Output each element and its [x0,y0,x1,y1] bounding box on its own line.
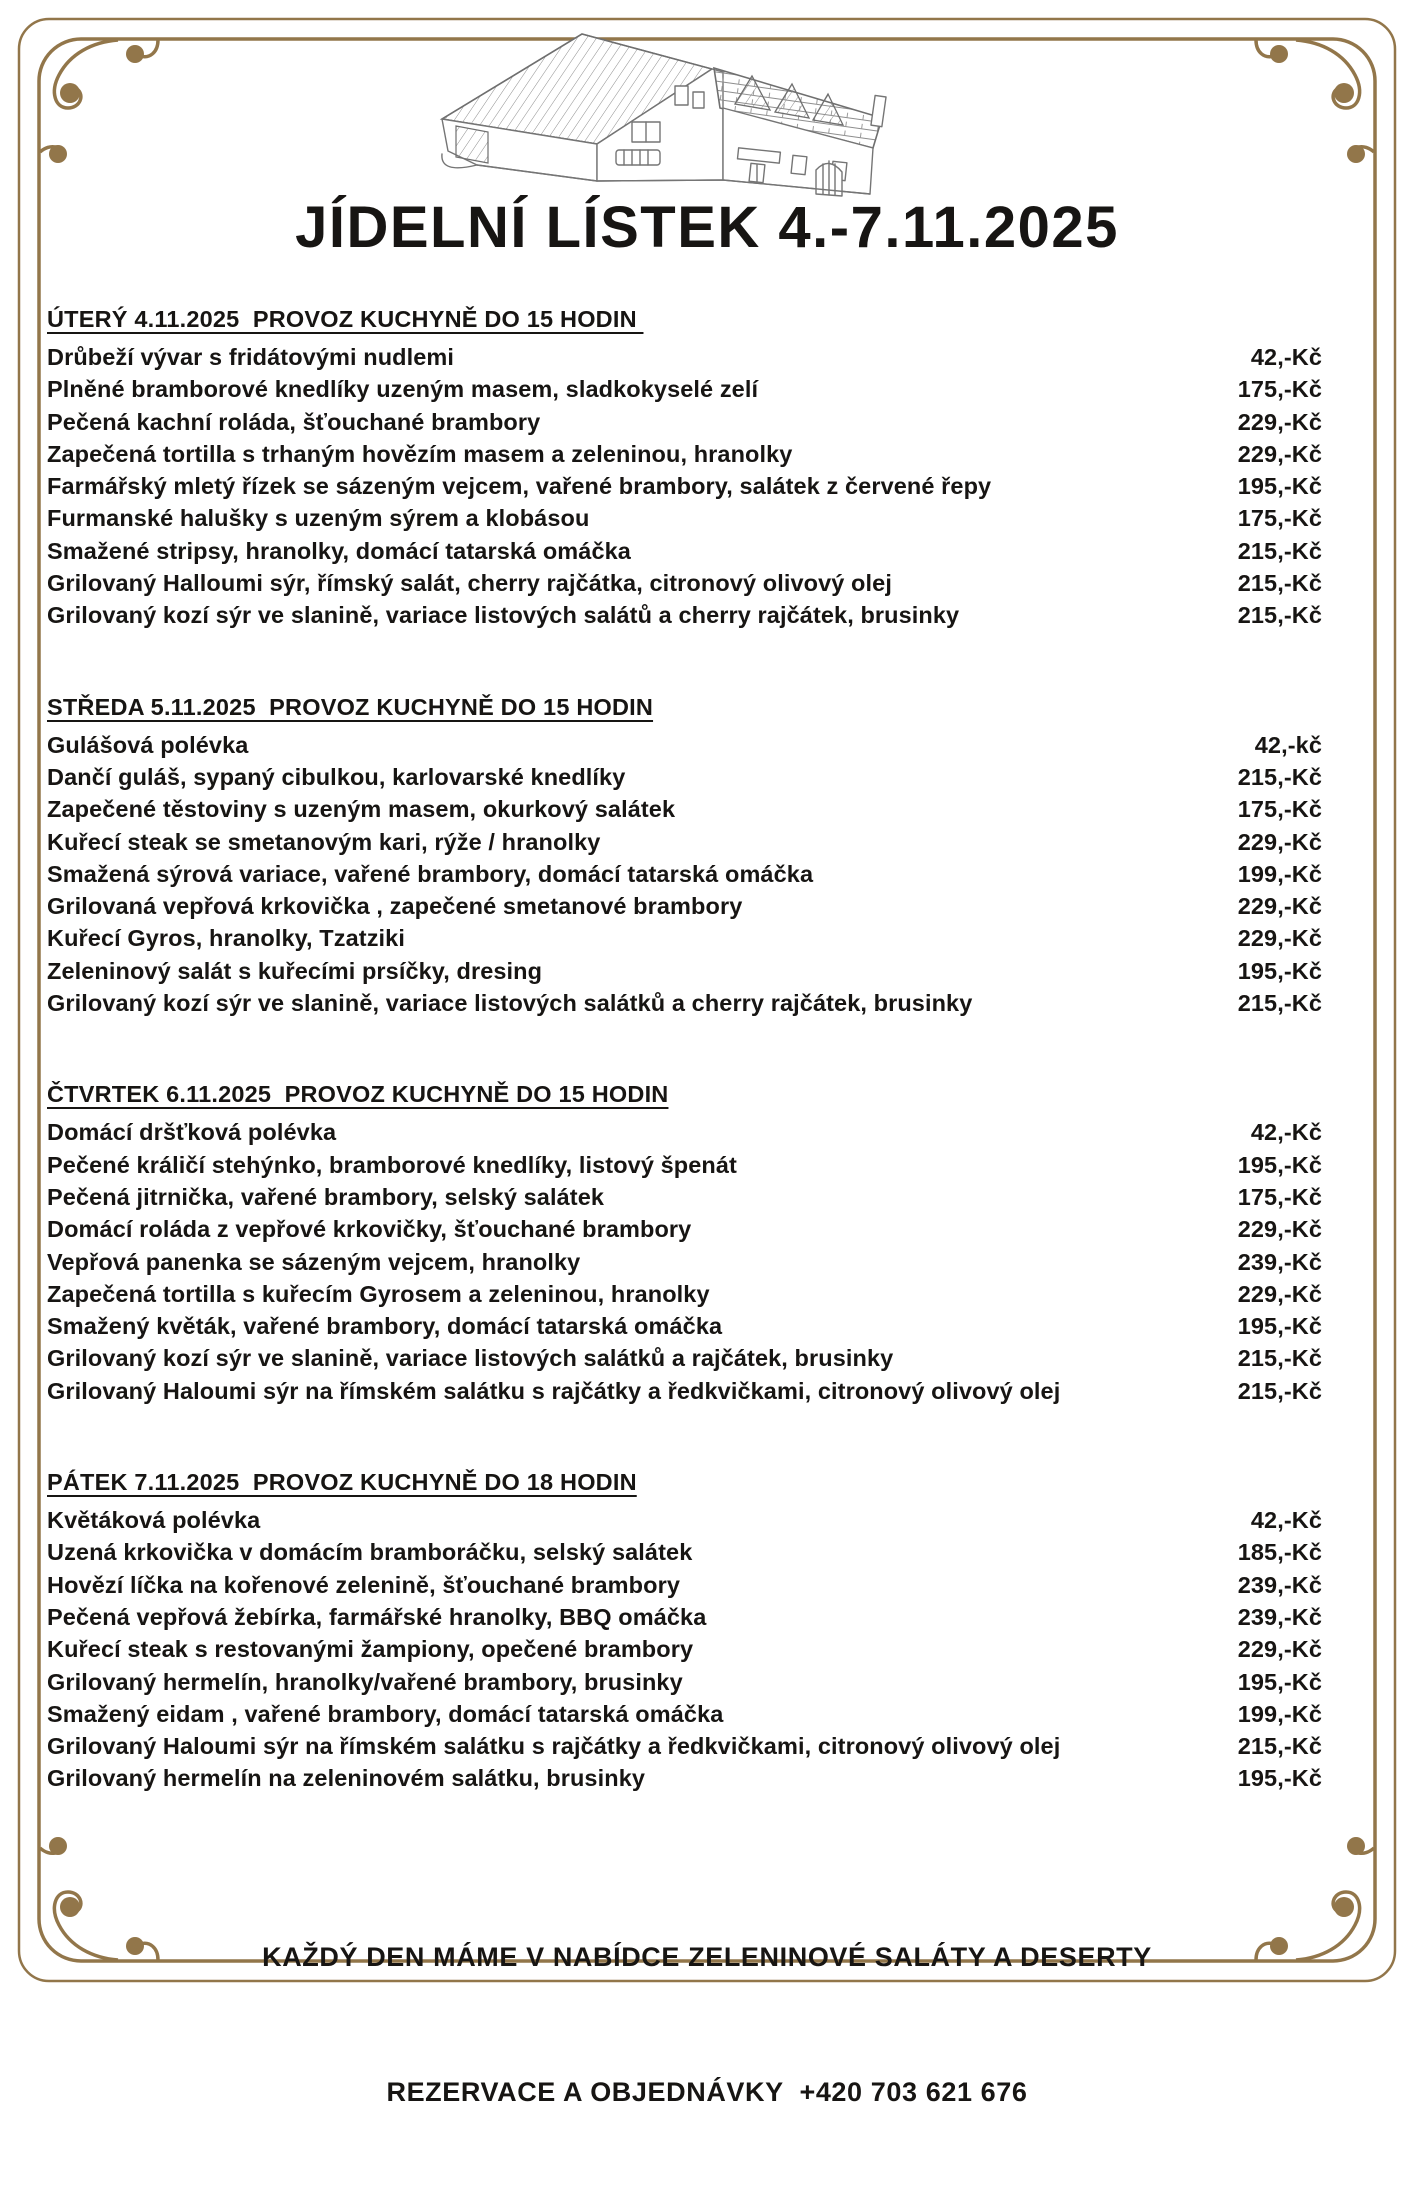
menu-item-row [47,1249,1322,1281]
menu-item-row [47,1669,1322,1701]
dish-price: 195,-Kč [1237,1151,1322,1178]
dish-name: Kuřecí steak s restovanými žampiony, opečené brambory [47,1636,694,1663]
dish-price: 229,-Kč [1237,1280,1322,1307]
dish-name: Pečené králičí stehýnko, bramborové knedlíky, listový špenát [47,1151,737,1178]
menu-item-row [47,376,1322,408]
dish-name: Smažené stripsy, hranolky, domácí tatarská omáčka [47,537,631,564]
dish-name: Smažená sýrová variace, vařené brambory, domácí tatarská omáčka [47,860,814,887]
menu-item-row [47,1216,1322,1248]
menu-item-row [47,409,1322,441]
dish-price: 42,-kč [1254,731,1322,758]
menu-sections [47,302,1322,1853]
menu-item-row [47,1765,1322,1797]
dish-name: Farmářský mletý řízek se sázeným vejcem, vařené brambory, salátek z červené řepy [47,473,992,500]
menu-item-row [47,796,1322,828]
dish-name: Zeleninový salát s kuřecími prsíčky, dresing [47,957,543,984]
dish-name: Grilovaná vepřová krkovička , zapečené smetanové brambory [47,893,743,920]
menu-day-section [47,690,1322,1023]
dish-price: 215,-Kč [1237,602,1322,629]
dish-name: Grilovaný hermelín na zeleninovém salátku, brusinky [47,1765,646,1792]
building-sketch-icon [432,24,890,202]
menu-item-row [47,1152,1322,1184]
section-items [47,1507,1322,1798]
dish-price: 195,-Kč [1237,473,1322,500]
section-header: ČTVRTEK 6.11.2025 PROVOZ KUCHYNĚ DO 15 HODIN [47,1081,669,1108]
dish-price: 215,-Kč [1237,570,1322,597]
dish-name: Drůbeží vývar s fridátovými nudlemi [47,344,455,370]
menu-item-row [47,1539,1322,1571]
dish-name: Grilovaný Halloumi sýr, římský salát, cherry rajčátka, citronový olivový olej [47,570,892,597]
dish-price: 215,-Kč [1237,1733,1322,1760]
dish-name: Grilovaný Haloumi sýr na římském salátku s rajčátky a ředkvičkami, citronový olivový olej [47,1733,1061,1760]
dish-price: 175,-Kč [1237,796,1322,823]
dish-price: 185,-Kč [1237,1539,1322,1566]
dish-price: 239,-Kč [1237,1571,1322,1598]
dish-price: 239,-Kč [1237,1603,1322,1630]
dish-price: 195,-Kč [1237,957,1322,984]
dish-price: 215,-Kč [1237,537,1322,564]
dish-price: 195,-Kč [1237,1765,1322,1792]
dish-name: Uzená krkovička v domácím bramboráčku, selský salátek [47,1539,693,1566]
dish-name: Vepřová panenka se sázeným vejcem, hranolky [47,1248,581,1275]
section-items [47,1119,1322,1410]
dish-name: Pečená vepřová žebírka, farmářské hranolky, BBQ omáčka [47,1603,707,1630]
dish-price: 195,-Kč [1237,1313,1322,1340]
dish-price: 215,-Kč [1237,763,1322,790]
dish-name: Pečená jitrnička, vařené brambory, selský salátek [47,1183,605,1210]
menu-item-row [47,925,1322,957]
dish-name: Plněné bramborové knedlíky uzeným masem, sladkokyselé zelí [47,376,759,403]
menu-day-section [47,1077,1322,1410]
dish-name: Grilovaný kozí sýr ve slanině, variace listových salátů a cherry rajčátek, brusinky [47,602,960,629]
dish-price: 175,-Kč [1237,376,1322,403]
menu-item-row [47,764,1322,796]
dish-name: Domácí roláda z vepřové krkovičky, šťouchané brambory [47,1216,692,1243]
menu-item-row [47,1184,1322,1216]
section-items [47,732,1322,1023]
menu-item-row [47,1636,1322,1668]
dish-price: 229,-Kč [1237,925,1322,952]
dish-name: Dančí guláš, sypaný cibulkou, karlovarské knedlíky [47,763,626,790]
dish-name: Kuřecí Gyros, hranolky, Tzatziki [47,925,405,952]
menu-item-row [47,829,1322,861]
menu-day-section [47,1465,1322,1798]
dish-price: 215,-Kč [1237,1345,1322,1372]
menu-item-row [47,732,1322,764]
dish-name: Grilovaný kozí sýr ve slanině, variace listových salátků a cherry rajčátek, brusinky [47,990,973,1017]
menu-item-row [47,1733,1322,1765]
menu-item-row [47,893,1322,925]
menu-item-row [47,1701,1322,1733]
footer-daily-offer-note: KAŽDÝ DEN MÁME V NABÍDCE ZELENINOVÉ SALÁTY A DESERTY [262,1942,1152,1972]
dish-price: 215,-Kč [1237,990,1322,1017]
dish-price: 42,-Kč [1250,1119,1322,1146]
menu-day-section [47,302,1322,635]
dish-price: 175,-Kč [1237,1183,1322,1210]
dish-price: 199,-Kč [1237,1700,1322,1727]
section-header: ÚTERÝ 4.11.2025 PROVOZ KUCHYNĚ DO 15 HODIN [47,306,644,332]
menu-item-row [47,1313,1322,1345]
menu-item-row [47,505,1322,537]
dish-name: Grilovaný kozí sýr ve slanině, variace listových salátků a rajčátek, brusinky [47,1345,894,1372]
page-title: JÍDELNÍ LÍSTEK 4.-7.11.2025 [295,195,1119,260]
dish-name: Gulášová polévka [47,731,249,758]
menu-item-row [47,1345,1322,1377]
menu-item-row [47,473,1322,505]
dish-price: 42,-Kč [1250,1507,1322,1534]
dish-price: 239,-Kč [1237,1248,1322,1275]
menu-item-row [47,1604,1322,1636]
dish-name: Zapečené těstoviny s uzeným masem, okurkový salátek [47,796,676,823]
section-items [47,344,1322,635]
menu-item-row [47,602,1322,634]
menu-item-row [47,570,1322,602]
dish-name: Kuřecí steak se smetanovým kari, rýže / hranolky [47,828,601,855]
dish-name: Furmanské halušky s uzeným sýrem a klobásou [47,505,590,532]
menu-item-row [47,958,1322,990]
dish-price: 195,-Kč [1237,1668,1322,1695]
dish-name: Domácí dršťková polévka [47,1119,337,1146]
dish-name: Grilovaný hermelín, hranolky/vařené brambory, brusinky [47,1668,683,1695]
menu-item-row [47,1119,1322,1151]
dish-price: 175,-Kč [1237,505,1322,532]
section-header: STŘEDA 5.11.2025 PROVOZ KUCHYNĚ DO 15 HODIN [47,693,654,720]
footer [0,1845,1414,2205]
dish-price: 229,-Kč [1237,408,1322,435]
section-header: PÁTEK 7.11.2025 PROVOZ KUCHYNĚ DO 18 HODIN [47,1469,637,1496]
dish-price: 215,-Kč [1237,1377,1322,1404]
dish-price: 229,-Kč [1237,1636,1322,1663]
dish-price: 199,-Kč [1237,860,1322,887]
menu-item-row [47,1378,1322,1410]
menu-item-row [47,344,1322,376]
menu-item-row [47,538,1322,570]
dish-name: Hovězí líčka na kořenové zelenině, šťouchané brambory [47,1571,680,1598]
dish-price: 229,-Kč [1237,440,1322,467]
dish-name: Květáková polévka [47,1507,261,1534]
menu-item-row [47,1572,1322,1604]
footer-reservation-phone: REZERVACE A OBJEDNÁVKY +420 703 621 676 [386,2077,1028,2107]
dish-price: 229,-Kč [1237,1216,1322,1243]
menu-item-row [47,1281,1322,1313]
dish-price: 42,-Kč [1250,344,1322,370]
dish-name: Smažený květák, vařené brambory, domácí tatarská omáčka [47,1313,723,1340]
menu-item-row [47,861,1322,893]
dish-price: 229,-Kč [1237,893,1322,920]
dish-name: Grilovaný Haloumi sýr na římském salátku s rajčátky a ředkvičkami, citronový olivový olej [47,1377,1061,1404]
menu-item-row [47,990,1322,1022]
dish-name: Pečená kachní roláda, šťouchané brambory [47,408,541,435]
menu-item-row [47,1507,1322,1539]
dish-price: 229,-Kč [1237,828,1322,855]
dish-name: Zapečená tortilla s kuřecím Gyrosem a zeleninou, hranolky [47,1280,710,1307]
dish-name: Smažený eidam , vařené brambory, domácí tatarská omáčka [47,1700,724,1727]
menu-item-row [47,441,1322,473]
dish-name: Zapečená tortilla s trhaným hovězím masem a zeleninou, hranolky [47,440,793,467]
